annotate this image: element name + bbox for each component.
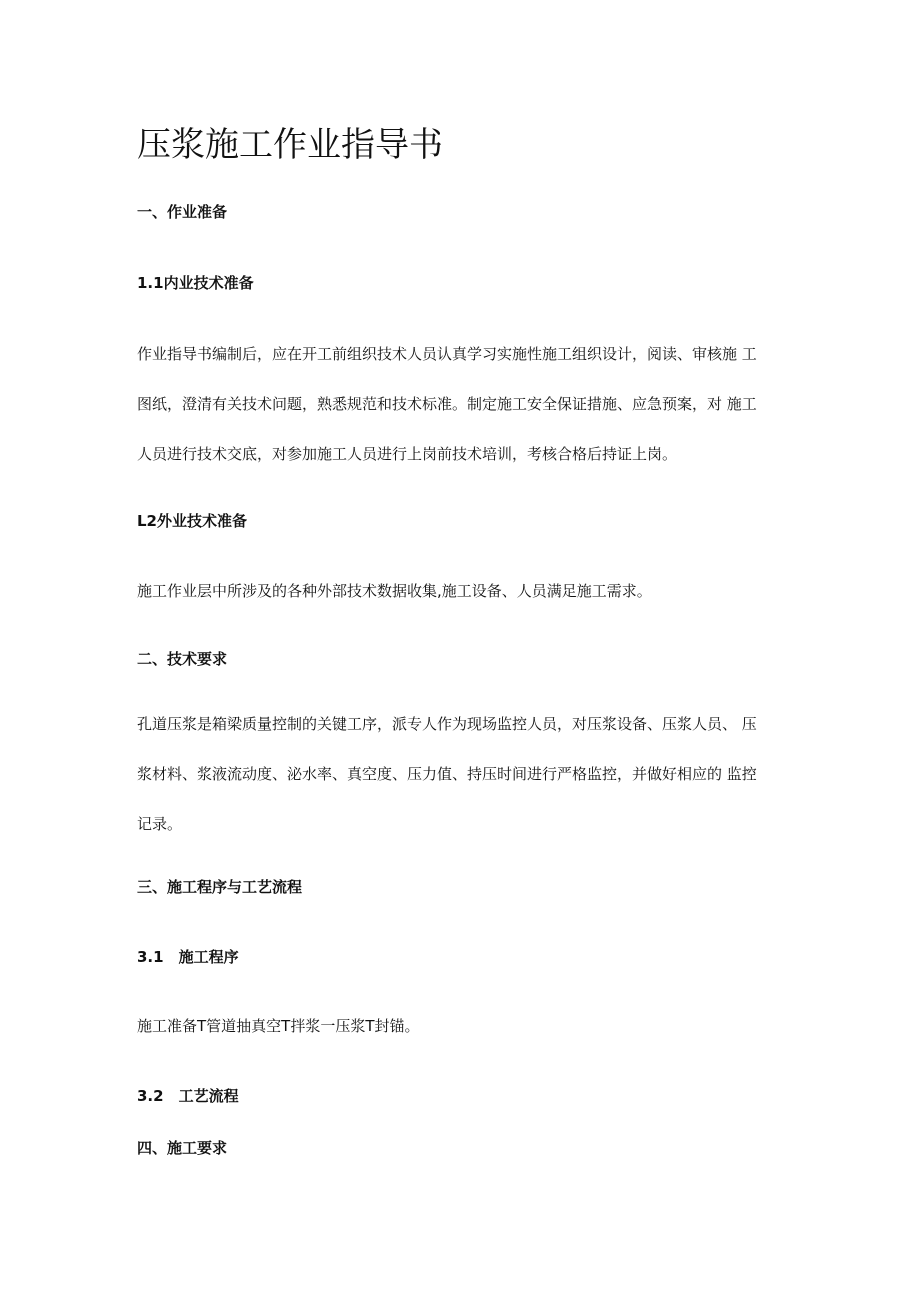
subsection-heading-internal-tech-prep: 1.1内业技术准备 (137, 274, 254, 292)
section-heading-preparation: 一、作业准备 (137, 203, 228, 221)
paragraph-tech-requirements (137, 713, 787, 835)
paragraph-line: 浆材料、浆液流动度、泌水率、真空度、压力值、持压时间进行严格监控，并做好相应的 监控 (137, 765, 757, 783)
paragraph-external-tech-prep: 施工作业层中所涉及的各种外部技术数据收集,施工设备、人员满足施工需求。 (137, 582, 652, 600)
paragraph-internal-tech-prep (137, 343, 787, 465)
paragraph-line: 作业指导书编制后，应在开工前组织技术人员认真学习实施性施工组织设计，阅读、审核施 工 (137, 345, 757, 363)
document-title: 压浆施工作业指导书 (137, 125, 443, 165)
paragraph-construction-procedure: 施工准备T管道抽真空T拌浆一压浆T封锚。 (137, 1017, 420, 1035)
paragraph-line: 人员进行技术交底，对参加施工人员进行上岗前技术培训，考核合格后持证上岗。 (137, 445, 678, 463)
subsection-heading-external-tech-prep: L2外业技术准备 (137, 512, 247, 530)
section-heading-procedure-and-process: 三、施工程序与工艺流程 (137, 878, 303, 896)
paragraph-line: 孔道压浆是箱梁质量控制的关键工序，派专人作为现场监控人员，对压浆设备、压浆人员、 压 (137, 715, 757, 733)
paragraph-line: 记录。 (137, 815, 183, 833)
section-heading-construction-requirements: 四、施工要求 (137, 1139, 228, 1157)
section-heading-tech-requirements: 二、技术要求 (137, 650, 228, 668)
subsection-heading-construction-procedure: 3.1 施工程序 (137, 948, 239, 966)
paragraph-line: 图纸，澄清有关技术问题，熟悉规范和技术标准。制定施工安全保证措施、应急预案，对 施工 (137, 395, 757, 413)
subsection-heading-process-flow: 3.2 工艺流程 (137, 1087, 239, 1105)
